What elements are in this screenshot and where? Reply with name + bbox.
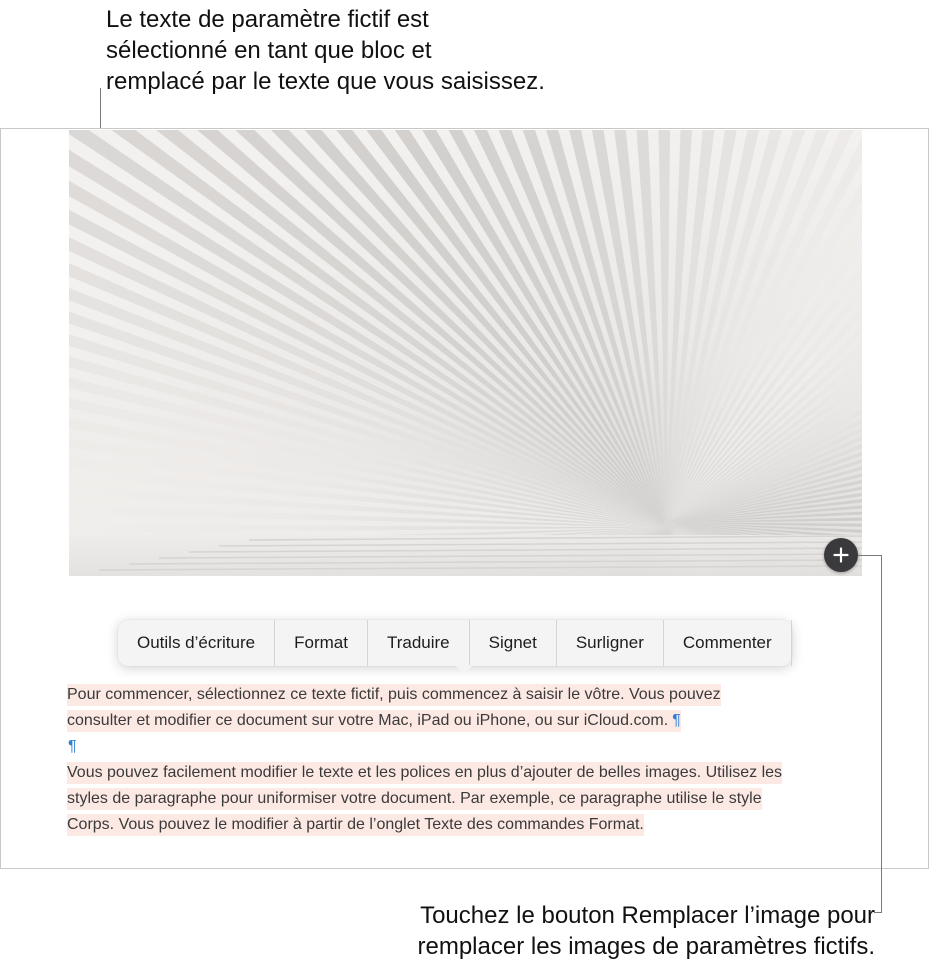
text-line — [67, 786, 857, 812]
menu-item-comment[interactable]: Commenter — [664, 620, 792, 666]
callout-leader-line-bottom-h — [858, 555, 882, 556]
text-line — [67, 734, 857, 760]
menu-caret — [455, 665, 473, 674]
callout-line: Le texte de paramètre fictif est — [106, 6, 429, 33]
callout-replace-image — [300, 900, 875, 962]
spiral-architecture-image — [69, 130, 862, 576]
plus-icon — [833, 547, 849, 563]
placeholder-text-highlight — [67, 710, 681, 732]
placeholder-text-highlight: Vous pouvez facilement modifier le texte et les polices en plus d’ajouter de belles images. Utilisez les — [67, 762, 782, 784]
callout-line: remplacer les images de paramètres fictifs. — [417, 933, 875, 960]
menu-item-bookmark[interactable]: Signet — [470, 620, 557, 666]
callout-leader-line-bottom-end — [874, 912, 882, 913]
callout-leader-line-bottom-v — [881, 555, 882, 913]
document-body-text[interactable] — [67, 682, 857, 838]
menu-item-writing-tools[interactable]: Outils d’écriture — [118, 620, 275, 666]
menu-item-format[interactable]: Format — [275, 620, 368, 666]
placeholder-text-highlight: styles de paragraphe pour uniformiser votre document. Par exemple, ce paragraphe utilise le style — [67, 788, 762, 810]
replace-image-button[interactable] — [824, 538, 858, 572]
text-line — [67, 812, 857, 838]
callout-line: Touchez le bouton Remplacer l’image pour — [420, 902, 875, 929]
menu-item-translate[interactable]: Traduire — [368, 620, 470, 666]
text-segment: consulter et modifier ce document sur votre Mac, iPad ou iPhone, ou sur iCloud.com. — [67, 712, 669, 729]
placeholder-text-highlight: Pour commencer, sélectionnez ce texte fictif, puis commencez à saisir le vôtre. Vous pouvez — [67, 684, 721, 706]
pilcrow-mark: ¶ — [672, 712, 681, 729]
placeholder-image[interactable] — [69, 130, 862, 576]
edit-context-menu — [118, 620, 792, 666]
text-line — [67, 760, 857, 786]
text-line — [67, 682, 857, 708]
pilcrow-mark: ¶ — [68, 738, 77, 755]
callout-placeholder-text — [106, 4, 666, 97]
callout-line: sélectionné en tant que bloc et — [106, 37, 432, 64]
placeholder-text-highlight: Corps. Vous pouvez le modifier à partir de l’onglet Texte des commandes Format. — [67, 814, 644, 836]
text-line — [67, 708, 857, 734]
menu-item-highlight[interactable]: Surligner — [557, 620, 664, 666]
callout-line: remplacé par le texte que vous saisissez. — [106, 68, 545, 95]
